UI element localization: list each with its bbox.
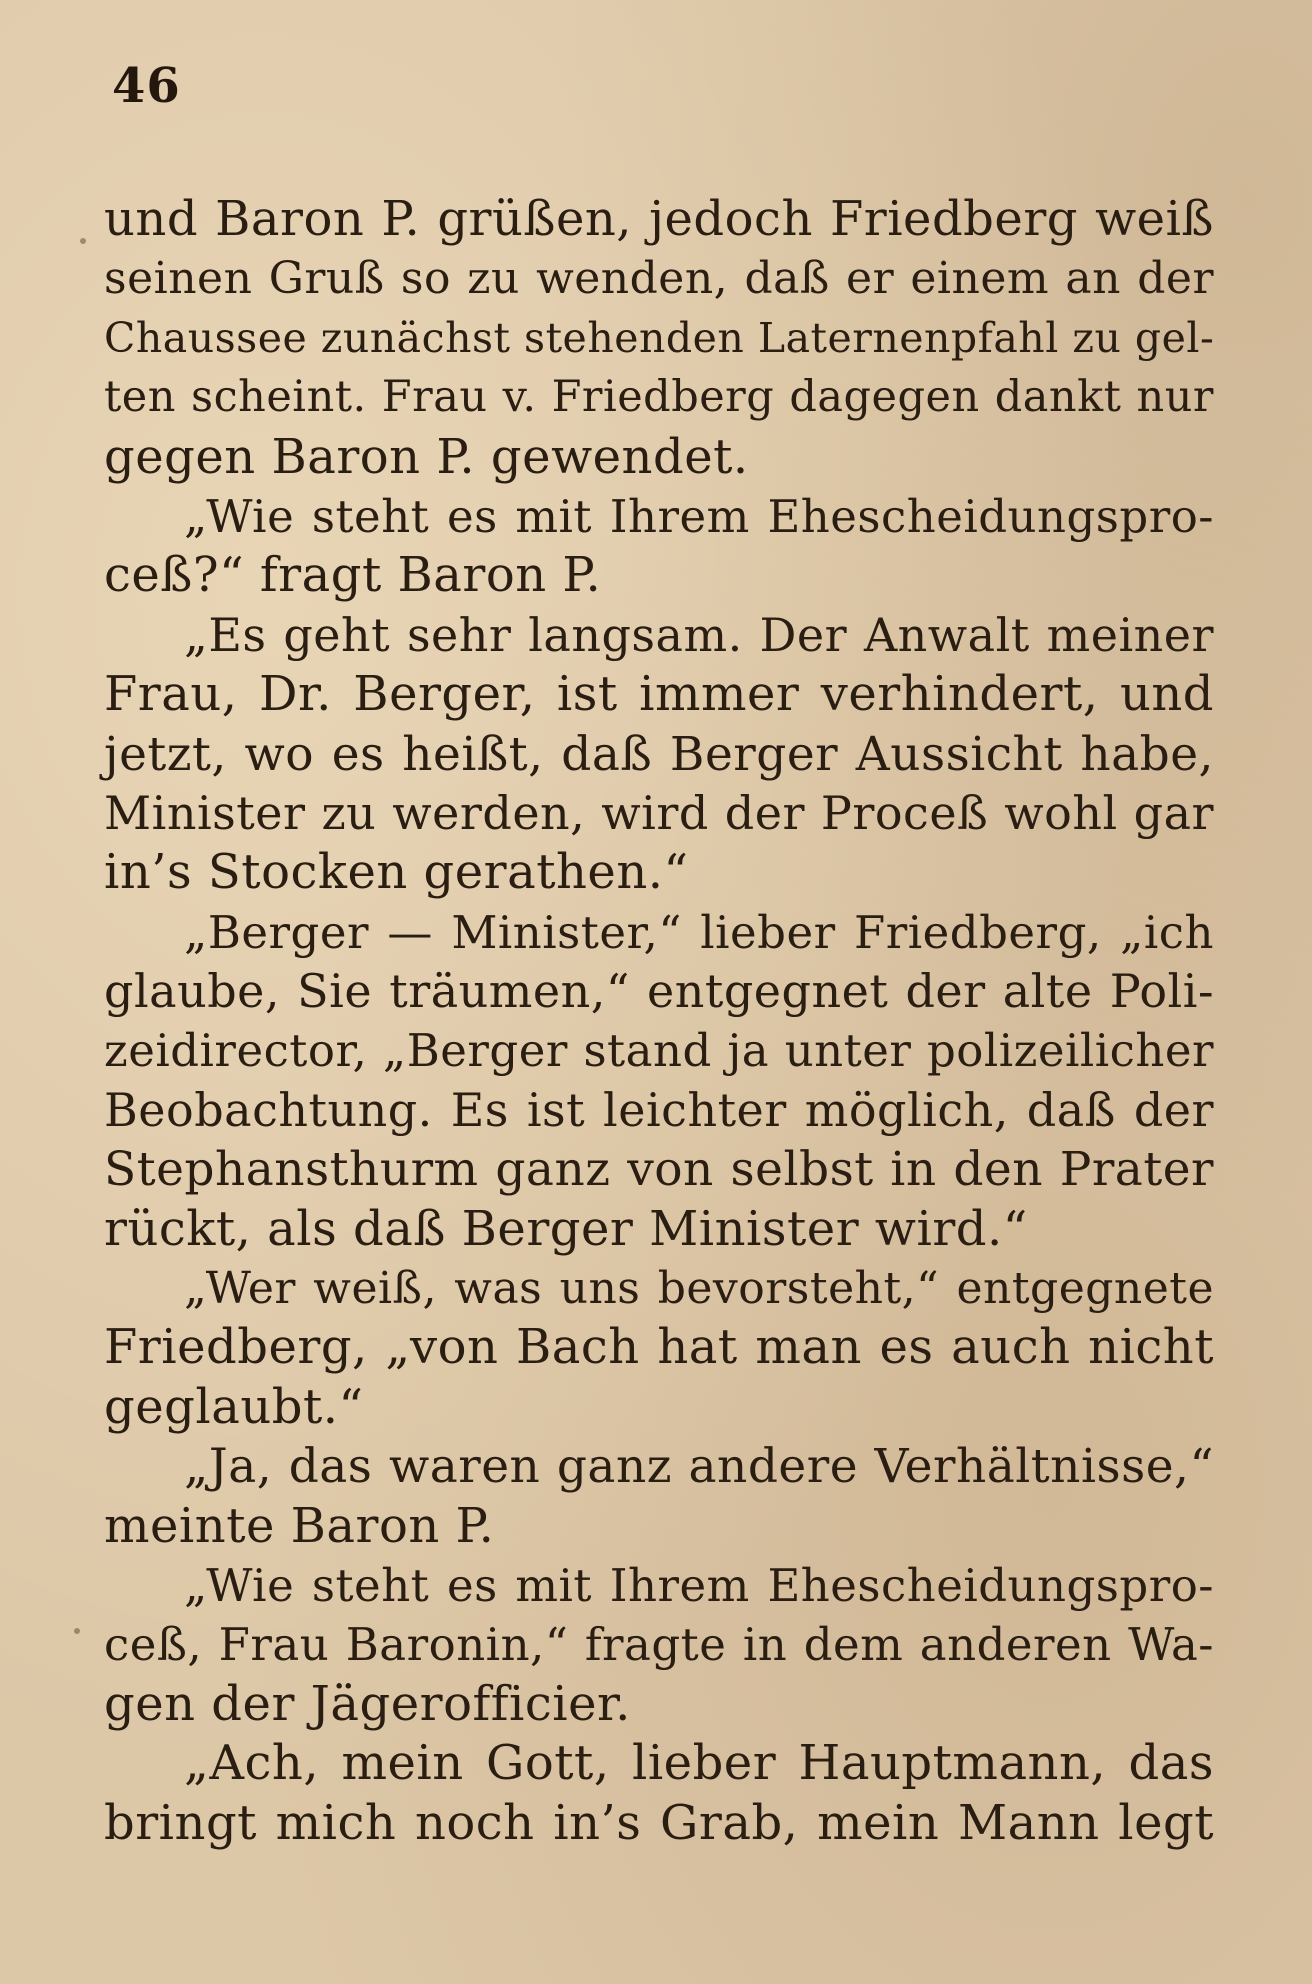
text-line: ceß?“ fragt Baron P. (104, 547, 602, 604)
text-line: „Ja, das waren ganz andere Verhältnisse,“ (184, 1439, 1214, 1495)
text-line: und Baron P. grüßen, jedoch Friedberg weiß (104, 191, 1214, 247)
text-line: Stephansthurm ganz von selbst in den Prater (104, 1142, 1214, 1198)
text-line: Friedberg, „von Bach hat man es auch nicht (104, 1319, 1214, 1376)
body-text (104, 190, 1214, 1853)
text-line: glaube, Sie träumen,“ entgegnet der alte Poli- (104, 964, 1214, 1019)
text-line: „Berger — Minister,“ lieber Friedberg, „ich (184, 905, 1214, 959)
text-line: in’s Stocken gerathen.“ (104, 844, 689, 901)
paper-speck (80, 238, 86, 244)
text-line: ceß, Frau Baronin,“ fragte in dem anderen Wa- (104, 1618, 1214, 1672)
text-line: meinte Baron P. (104, 1497, 495, 1554)
text-line: „Es geht sehr langsam. Der Anwalt meiner (184, 607, 1214, 662)
text-line: rückt, als daß Berger Minister wird.“ (104, 1200, 1028, 1257)
text-line: gen der Jägerofficier. (104, 1675, 631, 1732)
text-line: bringt mich noch in’s Grab, mein Mann legt (104, 1794, 1214, 1851)
text-line: Chaussee zunächst stehenden Laternenpfahl zu gel- (104, 313, 1215, 362)
text-line: zeidirector, „Berger stand ja unter polizeilicher (104, 1024, 1214, 1078)
text-line: „Wie steht es mit Ihrem Ehescheidungspro- (184, 489, 1214, 543)
text-line: geglaubt.“ (104, 1378, 364, 1435)
text-line: ten scheint. Frau v. Friedberg dagegen dankt nur (104, 372, 1214, 423)
text-line: jetzt, wo es heißt, daß Berger Aussicht habe, (104, 726, 1214, 782)
text-line: „Wer weiß, was uns bevorsteht,“ entgegnete (184, 1263, 1214, 1315)
page-number: 46 (112, 58, 181, 114)
text-line: seinen Gruß so zu wenden, daß er einem an der (104, 253, 1214, 305)
paper-speck (74, 1628, 80, 1634)
text-line: Beobachtung. Es ist leichter möglich, daß der (104, 1082, 1214, 1137)
text-line: Frau, Dr. Berger, ist immer verhindert, und (104, 666, 1214, 723)
text-line: „Wie steht es mit Ihrem Ehescheidungspro- (184, 1558, 1214, 1612)
text-line: Minister zu werden, wird der Proceß wohl gar (104, 785, 1214, 840)
text-line: gegen Baron P. gewendet. (104, 428, 749, 485)
text-line: „Ach, mein Gott, lieber Hauptmann, das (184, 1735, 1214, 1792)
